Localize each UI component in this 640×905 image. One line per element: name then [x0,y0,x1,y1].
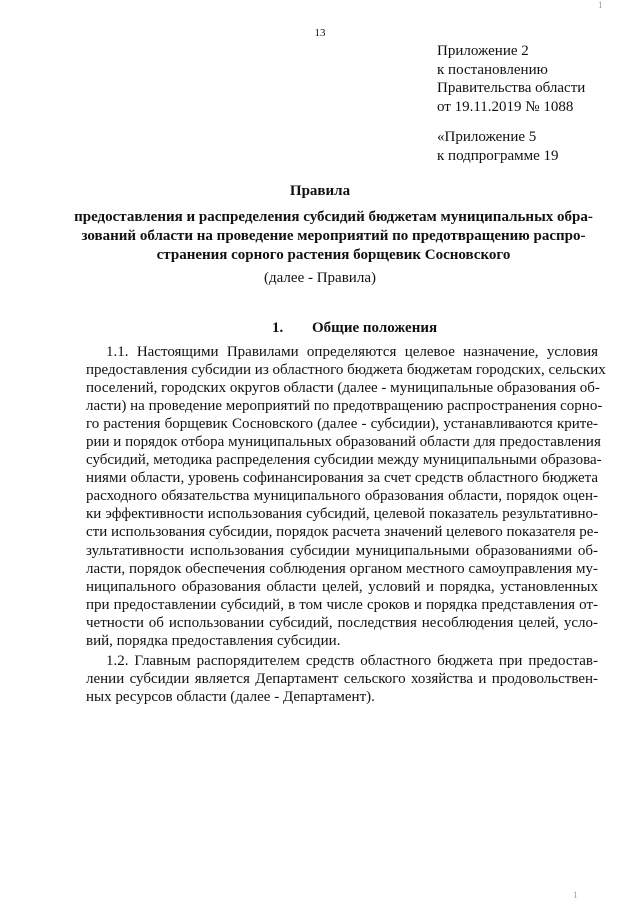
appendix-line: Приложение 2 [437,43,529,59]
document-subtitle [70,208,597,265]
appendix-reference [437,42,585,116]
paragraph-1-1 [86,343,606,650]
section-heading [272,320,437,337]
text-line: ки эффективности использования субсидий, целевой показатель результативно- [86,506,598,523]
corner-scan-mark: 1 [598,0,603,10]
appendix-line: Правительства области [437,80,586,96]
text-line: сти использования субсидии, порядок расчета значений целевого показателя ре- [86,524,599,541]
text-line: ниципального образования области целей, условий и порядка, установленных [86,578,598,595]
text-line: 1.1. Настоящими Правилами определяются целевое назначение, условия [106,344,598,360]
text-line: рии и порядок отбора муниципальных образований области для предоставления [86,434,601,451]
subtitle-line: предоставления и распределения субсидий бюджетам муниципальных обра- [74,209,593,225]
corner-scan-mark: 1 [573,890,578,900]
text-line: расходного обязательства муниципального образования области, порядок оцен- [86,488,598,505]
text-line: ниями области, уровень софинансирования за счет средств областного бюджета [86,470,598,487]
text-line: субсидий, методика распределения субсидии между муниципальными образова- [86,452,602,469]
text-line: ласти, порядок обеспечения соблюдения органом местного самоуправления му- [86,560,598,577]
appendix-line: к подпрограмме 19 [437,147,559,164]
page-number: 13 [314,27,326,39]
abbreviation-note: (далее - Правила) [264,270,376,286]
text-line: предоставления субсидии из областного бюджета бюджетам городских, сельских [86,362,606,379]
appendix-line: к постановлению [437,61,548,78]
appendix-line: от 19.11.2019 № 1088 [437,98,574,115]
text-line: лении субсидии является Департамент сельского хозяйства и продовольствен- [86,671,598,688]
text-line: поселений, городских округов области (далее - муниципальные образования об- [86,380,600,397]
text-line: при предоставлении субсидий, в том числе сроков и порядка представления от- [86,596,598,613]
subtitle-line: странения сорного растения борщевик Сосновского [156,247,511,263]
text-line: зультативности использования субсидии муниципальными образованиями об- [86,542,598,559]
text-line: 1.2. Главным распорядителем средств областного бюджета при предостав- [106,653,598,669]
document-title: Правила [289,183,351,199]
paragraph-1-2 [86,652,598,706]
text-line: четности об использовании субсидий, последствия несоблюдения целей, усло- [86,614,598,631]
subprogram-reference [437,128,559,165]
text-line: ных ресурсов области (далее - Департамент). [86,689,375,706]
appendix-line: «Приложение 5 [437,129,537,145]
section-title: Общие положения [312,320,438,336]
section-number: 1. [272,320,284,336]
subtitle-line: зований области на проведение мероприятий по предотвращению распро- [81,228,586,244]
text-line: вий, порядка предоставления субсидии. [86,632,341,649]
text-line: ласти) на проведение мероприятий по предотвращению распространения сорно- [86,398,603,415]
text-line: го растения борщевик Сосновского (далее - субсидии), устанавливаются крите- [86,416,598,433]
